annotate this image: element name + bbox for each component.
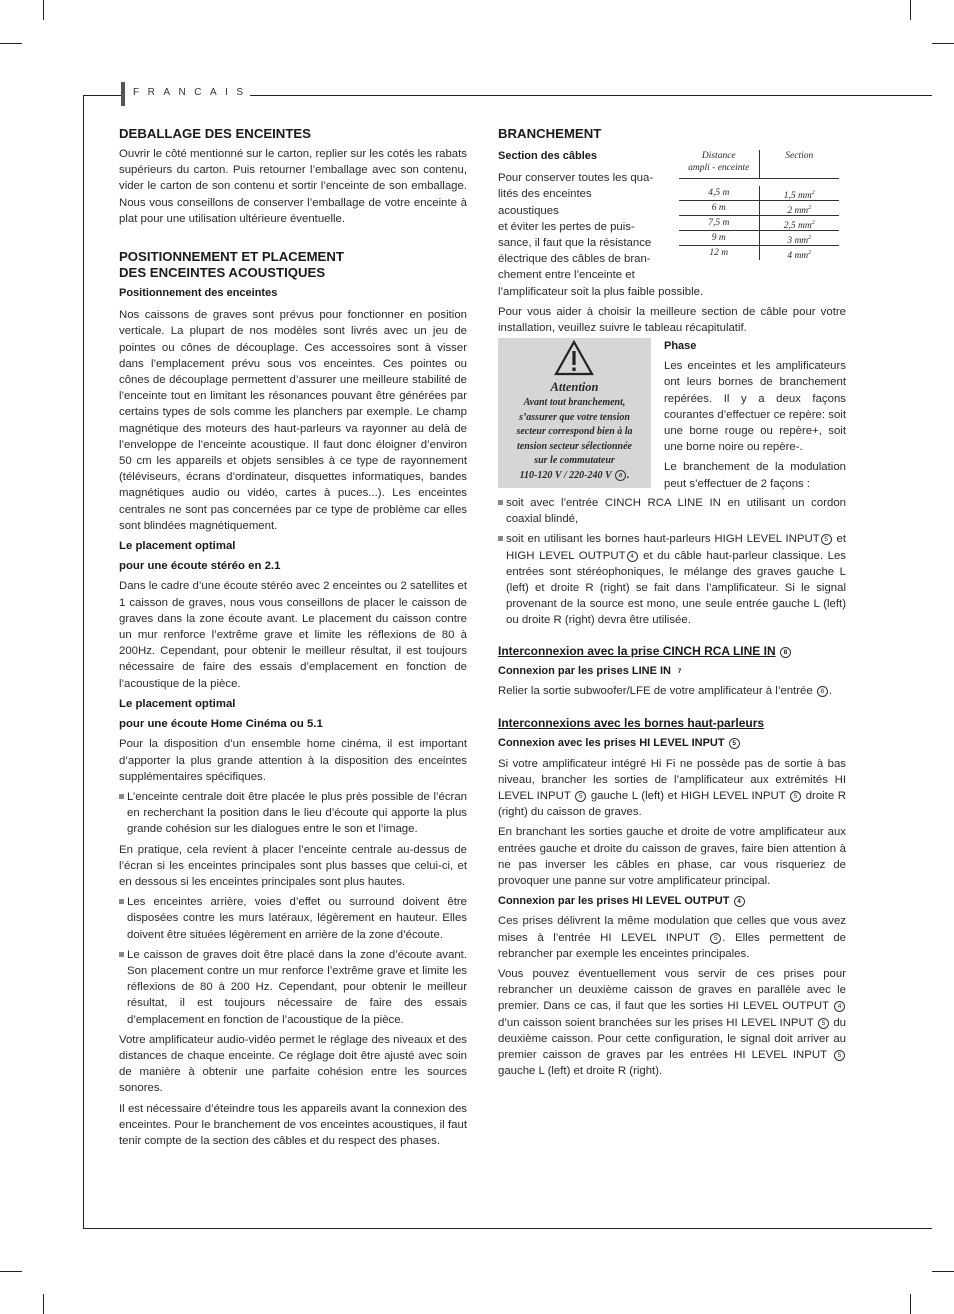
crop-mark — [0, 43, 22, 44]
table-row: 12 m 4 $mm^2$ — [679, 246, 839, 260]
bullet-square-icon — [119, 794, 124, 799]
callout-number: 5 — [710, 933, 721, 944]
attention-text: Avant tout branchement, s’assurer que votre tension secteur correspond bien à la tension secteur sélectionnée sur le commutateur 110-120 V / 220-240 V 8 . — [516, 397, 633, 481]
phase-section — [664, 338, 846, 496]
paragraph: Ces prises délivrent la même modulation que celles que vous avez mises à l’entrée HI LEVEL INPUT 5 . Elles permettent de rebrancher par exemple les enceintes principales. — [498, 915, 846, 960]
text-line: sance, il faut que la résistance — [498, 237, 652, 250]
callout-number: 4 — [734, 896, 745, 907]
crop-mark — [43, 1294, 44, 1314]
paragraph: Relier la sortie subwoofer/LFE de votre amplificateur à l’entrée 8 . — [498, 685, 832, 698]
bullet-item — [498, 495, 846, 527]
callout-number: 5 — [729, 738, 740, 749]
bullet-text: L’enceinte centrale doit être placée le plus près possible de l’écran en recherchant la position dans le lieu d’écoute qui apporte la plus grande cohésion sur les dialogues entre le son et l’image. — [127, 790, 467, 836]
table-header — [679, 150, 839, 178]
paragraph: Les enceintes et les amplificateurs ont leurs bornes de branchement repérées. Il y a deux façons courantes d’effectuer ce repère: soit une borne rouge ou repère+, soit une borne noire ou repère-. — [664, 360, 846, 454]
callout-number: 5 — [575, 791, 586, 802]
attention-title: Attention — [550, 380, 599, 394]
crop-mark — [910, 1294, 911, 1314]
bullet-text: Les enceintes arrière, voies d’effet ou surround doivent être disposées contre les murs latéraux, légèrement en hauteur. Elles doivent être situées légèrement en arrière de la zone d’écoute. — [127, 896, 467, 941]
paragraph: Votre amplificateur audio-vidéo permet le réglage des niveaux et des distances de chaque enceinte. Ce réglage doit être ajusté avec soin de manière à obtenir une parfaite cohésion entre les sources sonores. — [119, 1033, 467, 1095]
subsection-title: Interconnexion avec la prise CINCH RCA LINE IN 8 — [498, 643, 846, 659]
table-row: 9 m 3 $mm^2$ — [679, 231, 839, 246]
header-language: FRANCAIS — [133, 87, 252, 98]
crop-mark — [932, 1271, 954, 1272]
text-line: électrique des câbles de bran- — [498, 253, 651, 266]
page-frame-left — [83, 95, 84, 1229]
subsection-title: Le placement optimal — [119, 540, 236, 553]
paragraph: En pratique, cela revient à placer l’enceinte centrale au-dessus de l’écran si les enceintes principales sont plus basses que celui-ci, et en dessous si les enceintes principales sont plus hautes. — [119, 843, 467, 888]
text-line: l’amplificateur soit la plus faible possible. — [498, 285, 704, 298]
section-title: POSITIONNEMENT ET PLACEMENT — [119, 249, 344, 265]
subsection-title: Interconnexions avec les bornes haut-parleurs — [498, 716, 765, 731]
subsection-title: Positionnement des enceintes — [119, 287, 278, 300]
crop-mark — [932, 43, 954, 44]
text-line: et éviter les pertes de puis- — [498, 220, 635, 233]
callout-number: 8 — [780, 647, 791, 658]
bullet-square-icon — [119, 899, 124, 904]
subsection-title: pour une écoute Home Cinéma ou 5.1 — [119, 718, 323, 731]
section-title: DEBALLAGE DES ENCEINTES — [119, 126, 311, 141]
warning-triangle-icon — [554, 340, 594, 376]
bullet-item: soit en utilisant les bornes haut-parleurs HIGH LEVEL INPUT 5 et HIGH LEVEL OUTPUT 4 et du câble haut-parleur classique. Les entrées sont stéréophoniques, le mélange des graves gauche L (left) et droite R (right) se fait dans l’amplificateur. Si le signal provenant de la source est mono, une seule entrée gauche L (left) ou droite R (right) devra être utilisée. — [498, 531, 846, 628]
cable-section-table — [679, 150, 839, 260]
subsection-title: pour une écoute stéréo en 2.1 — [119, 560, 281, 573]
attention-box — [498, 338, 651, 488]
text-line: chement entre l’enceinte et — [498, 269, 635, 282]
bullet-item — [119, 947, 467, 1028]
subsection-title: Phase — [664, 340, 697, 352]
header-bar — [121, 82, 125, 106]
paragraph: Le branchement de la modulation peut s’effectuer de 2 façons : — [664, 461, 846, 490]
section-title: DES ENCEINTES ACOUSTIQUES — [119, 265, 326, 281]
crop-mark — [910, 0, 911, 20]
bullet-text: Le caisson de graves doit être placé dans la zone d’écoute avant. Son placement contre un mur renforce l’extrême grave et limite les réflexions de 80 à 200 Hz. Cependant, pour obtenir le meilleur résultat, il est toujours nécessaire de faire des essais d’emplacement en fonction de l’acoustique de la pièce. — [127, 948, 467, 1026]
right-lower-column — [498, 495, 846, 1084]
page-frame-bottom — [83, 1228, 932, 1229]
section-title: BRANCHEMENT — [498, 126, 602, 141]
paragraph: Si votre amplificateur intégré Hi Fi ne possède pas de sortie à bas niveau, brancher les sorties de l’amplificateur aux extrémités HI LEVEL INPUT 5 gauche L (left) et HIGH LEVEL INPUT 5 droite R (right) du caisson de graves. — [498, 757, 847, 819]
callout-number: 5 — [790, 791, 801, 802]
table-row: 6 m 2 $mm^2$ — [679, 201, 839, 216]
bullet-square-icon — [119, 952, 124, 957]
callout-number: 5 — [821, 534, 832, 545]
subsection-title: Connexion par les prises LINE IN 7 — [498, 663, 846, 679]
subsection-title: Section des câbles — [498, 150, 598, 162]
callout-number: 5 — [818, 1018, 829, 1029]
callout-number: 8 — [817, 686, 828, 697]
crop-mark — [43, 0, 44, 20]
paragraph: Pour vous aider à choisir la meilleure section de câble pour votre installation, veuillez suivre le tableau récapitulatif. — [498, 305, 846, 335]
text-line: lités des enceintes acoustiques — [498, 188, 592, 217]
header-section: Section — [785, 151, 814, 161]
bullet-item — [119, 894, 467, 943]
callout-number: 5 — [834, 1050, 845, 1061]
header-distance: Distance ampli - enceinte — [679, 150, 760, 178]
bullet-square-icon — [498, 536, 503, 541]
paragraph: Dans le cadre d’une écoute stéréo avec 2 enceintes ou 2 satellites et 1 caisson de graves, nous vous conseillons de placer le caisson de graves dans la zone écoute avant. Le placement du caisson contre un mur renforce l’extrême grave et limite les réflexions de 80 à 200Hz. Cependant, pour obtenir le meilleur résultat, il est toujours nécessaire de faire des essais d’emplacement en fonction de l’acoustique de la pièce. — [119, 580, 467, 690]
crop-mark — [0, 1271, 22, 1272]
text-line: Pour conserver toutes les qua- — [498, 172, 654, 185]
table-row: 4,5 m 1,5 $mm^2$ — [679, 186, 839, 201]
paragraph: Vous pouvez éventuellement vous servir de ces prises pour rebrancher un deuxième caisson de graves en parallèle avec le premier. Dans ce cas, il faut que les sorties HI LEVEL OUTPUT 4 d’un caisson soient branchées sur les prises HI LEVEL INPUT 5 du deuxième caisson. Pour cette configuration, le signal doit arriver au premier caisson de graves par les entrées HI LEVEL INPUT 5 gauche L (left) et droite R (right). — [498, 968, 846, 1078]
header-line — [83, 95, 121, 96]
subsection-title: Connexion par les prises HI LEVEL OUTPUT 4 — [498, 893, 846, 909]
callout-number: 8 — [615, 470, 626, 481]
bullet-text: soit avec l’entrée CINCH RCA LINE IN en utilisant un cordon coaxial blindé, — [506, 497, 846, 526]
callout-number: 4 — [834, 1001, 845, 1012]
bullet-square-icon — [498, 500, 503, 505]
paragraph: Nos caissons de graves sont prévus pour fonctionner en position verticale. La plupart de nos modèles sont livrés avec un jeu de pointes ou cônes de découplage. Ces accessoires sont à visser dans l’emplacement prévu sous vos enceintes. Ces pointes ou cônes de découplage permettent d’assurer une meilleure stabilité de l’enceinte tout en limitant les résonances pouvant être générées par certains types de sols comme les planchers par exemple. Le champ magnétique des moteurs des haut-parleurs va rayonner au delà de l’enveloppe de l’enceinte acoustique. Il faut donc éloigner d’environ 50 cm les appareils et objets sensibles à ce type de rayonnement (téléviseurs, écrans d’ordinateur, disquettes informatiques, bandes magnétiques audio ou vidéo, cartes à puces...). Les enceintes centrales ne sont pas concernées par ce type de problème car elles sont blindées magnétiquement. — [119, 309, 467, 532]
header-line — [250, 95, 932, 96]
subsection-title: Le placement optimal — [119, 697, 236, 710]
subsection-title: Connexion avec les prises HI LEVEL INPUT 5 — [498, 735, 846, 751]
bullet-item — [119, 789, 467, 838]
paragraph: Il est nécessaire d’éteindre tous les appareils avant la connexion des enceintes. Pour le branchement de vos enceintes acoustiques, il faut tenir compte de la section des câbles et du respect des phases. — [119, 1102, 467, 1147]
callout-number: 4 — [627, 551, 638, 562]
callout-number: 7 — [677, 667, 682, 675]
left-column — [119, 126, 467, 1153]
paragraph: En branchant les sorties gauche et droite de votre amplificateur aux entrées gauche et droite du caisson de graves, faire bien attention à ne pas inverser les câbles en phase, car vous risqueriez de provoquer une panne sur votre amplificateur principal. — [498, 826, 846, 888]
paragraph: Pour la disposition d’un ensemble home cinéma, il est important d’apporter la plus grande attention à la disposition des enceintes supplémentaires spécifiques. — [119, 738, 467, 783]
paragraph: Ouvrir le côté mentionné sur le carton, replier sur les cotés les rabats supérieurs du carton. Puis retourner l’emballage avec son contenu, vider le carton de son contenu et sortir l’enceinte de son emballage. Nous vous conseillons de conserver l’emballage de votre enceinte à plat pour une utilisation ultérieure éventuelle. — [119, 148, 467, 225]
table-row: 7,5 m 2,5 $mm^2$ — [679, 216, 839, 231]
